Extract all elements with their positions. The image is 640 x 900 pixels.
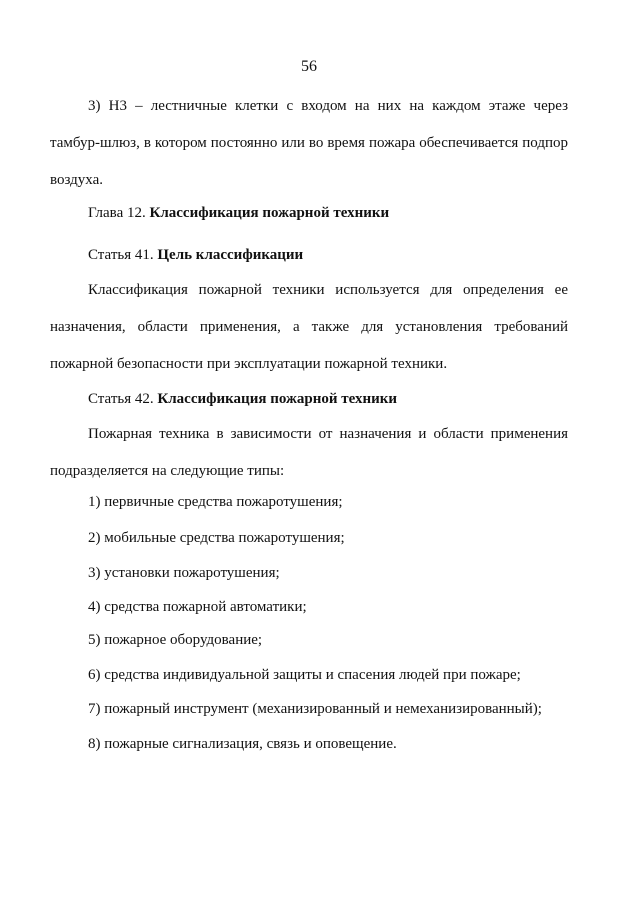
- article-42-prefix: Статья 42.: [88, 391, 158, 407]
- list-item-7: 7) пожарный инструмент (механизированный и немеханизированный);: [88, 701, 542, 717]
- list-item-8: 8) пожарные сигнализация, связь и оповещение.: [88, 736, 397, 752]
- list-item-5: 5) пожарное оборудование;: [88, 632, 263, 648]
- article-41-heading: [88, 245, 303, 265]
- chapter-prefix: Глава 12.: [88, 205, 150, 221]
- chapter-title: Классификация пожарной техники: [149, 205, 390, 221]
- article-41-title: Цель классификации: [157, 247, 304, 263]
- list-item-6: 6) средства индивидуальной защиты и спасения людей при пожаре;: [88, 667, 521, 683]
- article-42-title: Классификация пожарной техники: [157, 391, 398, 407]
- article-42-body: Пожарная техника в зависимости от назначения и области применения подразделяется на следующие типы:: [50, 426, 568, 479]
- article-41-body: Классификация пожарной техники используется для определения ее назначения, области применения, а также для установления требований пожарной безопасности при эксплуатации пожарной техники.: [50, 282, 568, 372]
- intro-paragraph: 3) Н3 – лестничные клетки с входом на них на каждом этаже через тамбур-шлюз, в котором постоянно или во время пожара обеспечивается подпор воздуха.: [50, 98, 568, 188]
- article-41-prefix: Статья 41.: [88, 247, 158, 263]
- list-item-4: 4) средства пожарной автоматики;: [88, 599, 307, 615]
- page-number: 56: [301, 58, 317, 75]
- list-item-3: 3) установки пожаротушения;: [88, 565, 280, 581]
- chapter-heading: [88, 203, 389, 223]
- list-item-1: 1) первичные средства пожаротушения;: [88, 494, 343, 510]
- article-42-heading: [88, 389, 397, 409]
- list-item-2: 2) мобильные средства пожаротушения;: [88, 530, 345, 546]
